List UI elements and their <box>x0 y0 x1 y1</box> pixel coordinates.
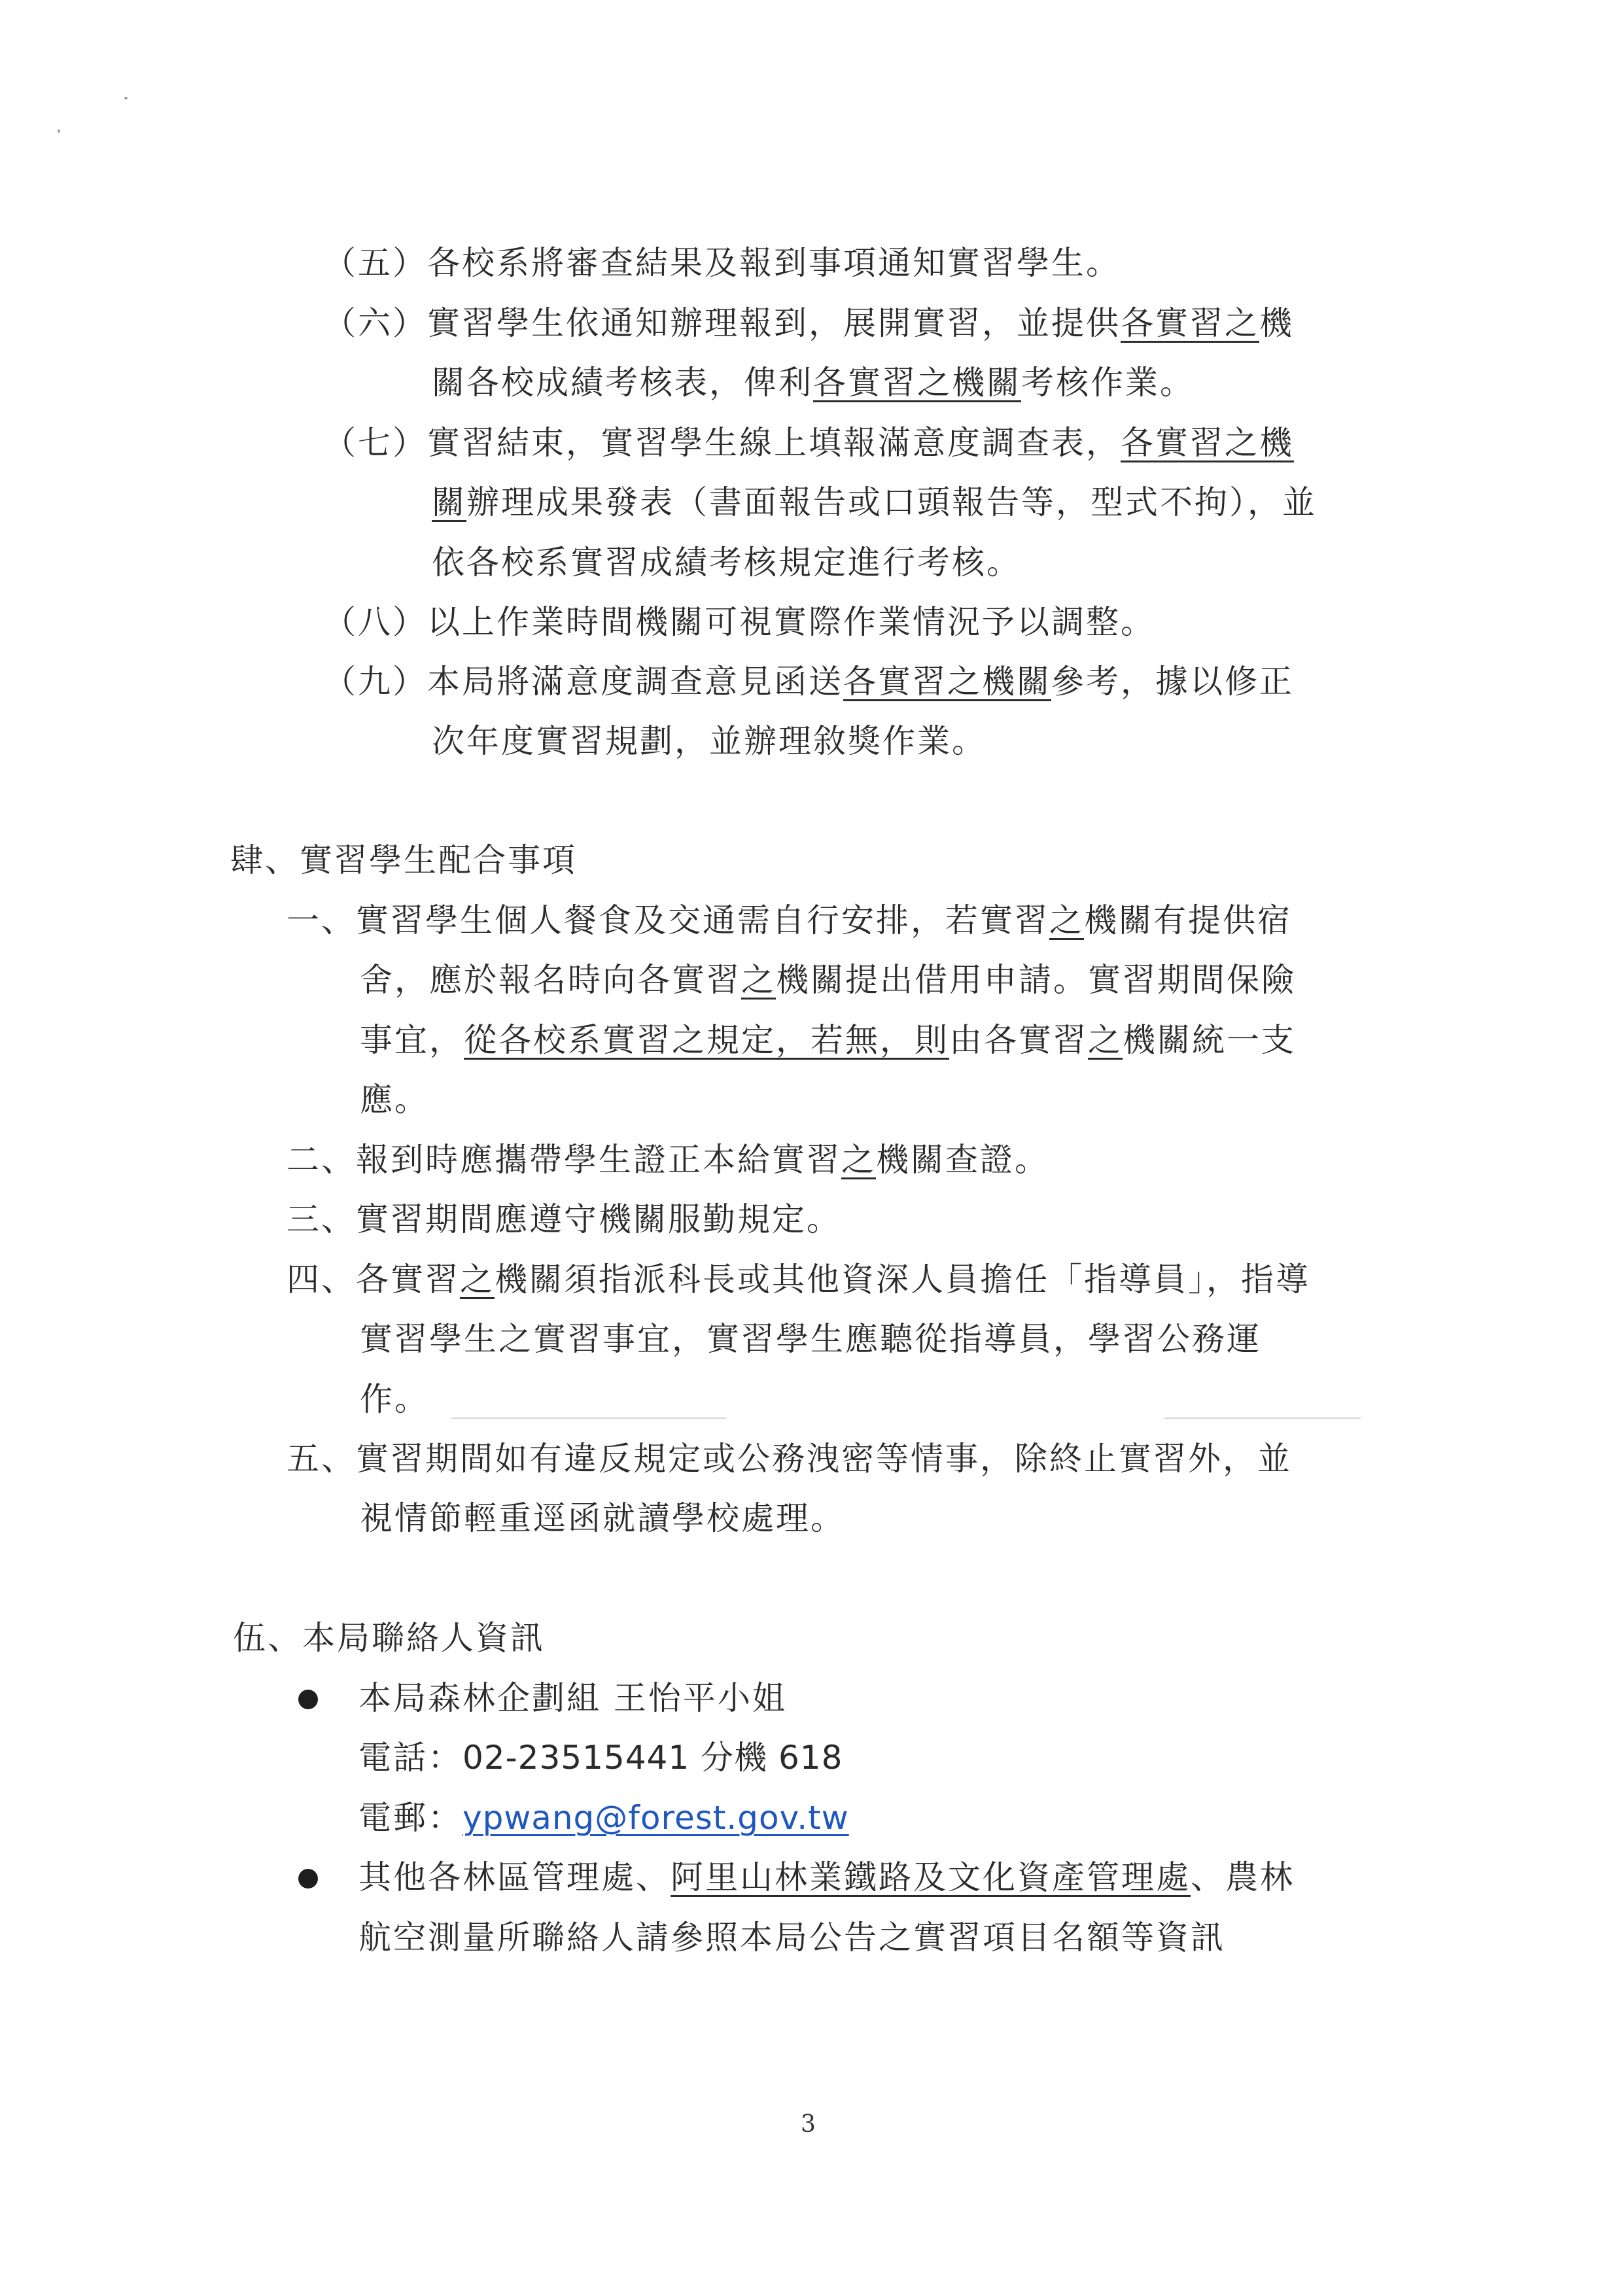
page-number: 3 <box>801 2111 816 2138</box>
contact1-phone <box>358 1738 843 1777</box>
item-marker: 二、 <box>287 1141 356 1179</box>
item-text: 實習學生依通知辦理報到，展開實習，並提供 <box>427 304 1121 342</box>
item-text: 其他各林區管理處、 <box>358 1858 671 1896</box>
phone-label: 電話： <box>358 1739 462 1777</box>
item7-line3 <box>432 543 1021 582</box>
underlined-text: 之 <box>460 1261 495 1298</box>
s5-item5-line2 <box>360 1499 845 1538</box>
item-text: 、農林 <box>1191 1858 1295 1896</box>
contact1-email <box>358 1798 849 1837</box>
s5-item3-line <box>287 1200 841 1239</box>
item-text: 機 <box>1259 304 1294 342</box>
item-marker: 四、 <box>287 1261 356 1298</box>
bullet-icon <box>298 1869 318 1888</box>
email-link[interactable]: ypwang@forest.gov.tw <box>462 1799 849 1837</box>
item-text: 實習結束，實習學生線上填報滿意度調查表， <box>427 424 1121 462</box>
item-text: 各實習 <box>356 1261 460 1298</box>
item7-line1 <box>323 423 1294 462</box>
contact1-name: 本局森林企劃組 王怡平小姐 <box>358 1679 787 1717</box>
item-text: 視情節輕重逕函就讀學校處理。 <box>360 1499 845 1537</box>
item-marker: （九） <box>323 663 427 701</box>
item-text: 辦理成果發表（書面報告或口頭報告等，型式不拘），並 <box>466 483 1317 521</box>
item-text: 以上作業時間機關可視實際作業情況予以調整。 <box>427 603 1155 641</box>
underlined-text: 從各校系實習之規定，若無，則 <box>464 1021 949 1059</box>
item-text: 實習學生之實習事宜，實習學生應聽從指導員，學習公務運 <box>360 1320 1261 1358</box>
underlined-text: 各實習之機關 <box>843 663 1051 701</box>
item7-line2 <box>432 483 1317 522</box>
section-heading: 伍、本局聯絡人資訊 <box>233 1619 545 1657</box>
s5-item4-line2 <box>360 1319 1261 1359</box>
underlined-text: 各實習之機關 <box>813 364 1021 402</box>
item-text: 事宜， <box>360 1021 464 1059</box>
underlined-text: 之 <box>841 1141 876 1179</box>
scan-speck <box>58 130 60 133</box>
item-text: 各校系將審查結果及報到事項通知實習學生。 <box>427 244 1121 282</box>
item-text: 次年度實習規劃，並辦理敘獎作業。 <box>432 722 986 760</box>
s5-item1-line3 <box>360 1020 1296 1060</box>
item-text: 實習學生個人餐食及交通需自行安排，若實習 <box>356 901 1049 939</box>
item-text: 報到時應攜帶學生證正本給實習 <box>356 1141 841 1179</box>
item9-line2 <box>432 722 986 761</box>
item-text: 實習期間如有違反規定或公務洩密等情事，除終止實習外，並 <box>356 1440 1292 1478</box>
scan-artifact-line <box>451 1418 726 1419</box>
s5-item4-line1 <box>287 1260 1310 1299</box>
underlined-text: 之 <box>1049 901 1084 939</box>
item-text: 機關統一支 <box>1123 1021 1296 1059</box>
item-text: 參考，據以修正 <box>1051 663 1294 701</box>
underlined-text: 之 <box>1088 1021 1123 1059</box>
item-text: 實習期間應遵守機關服勤規定。 <box>356 1200 841 1238</box>
item-text: 舍，應於報名時向各實習 <box>360 961 741 999</box>
contact2-line2 <box>358 1918 1225 1957</box>
email-label: 電郵： <box>358 1799 462 1837</box>
s5-item1-line4 <box>360 1080 429 1119</box>
item-text: 考核作業。 <box>1021 364 1195 402</box>
s5-item2-line <box>287 1140 1049 1179</box>
item-text: 由各實習 <box>949 1021 1088 1059</box>
item-text: 航空測量所聯絡人請參照本局公告之實習項目名額等資訊 <box>358 1919 1225 1957</box>
item-text: 機關須指派科長或其他資深人員擔任「指導員」，指導 <box>495 1261 1310 1298</box>
item-text: 本局將滿意度調查意見函送 <box>427 663 843 701</box>
item-marker: （六） <box>323 304 427 342</box>
item-marker: （八） <box>323 603 427 641</box>
scan-speck <box>124 97 128 99</box>
item6-line1 <box>323 304 1294 343</box>
item-text: 關各校成績考核表，俾利 <box>432 364 813 402</box>
item5-line <box>323 243 1121 283</box>
item-marker: 一、 <box>287 901 356 939</box>
item-text: 應。 <box>360 1081 429 1119</box>
phone-value: 02-23515441 分機 618 <box>462 1739 843 1777</box>
s5-item1-line1 <box>287 901 1292 940</box>
item-text: 機關提出借用申請。實習期間保險 <box>776 961 1296 999</box>
item-marker: 五、 <box>287 1440 356 1478</box>
underlined-text: 各實習之 <box>1121 304 1259 342</box>
item9-line1 <box>323 662 1294 701</box>
item-text: 機關有提供宿 <box>1084 901 1292 939</box>
item6-line2 <box>432 363 1195 402</box>
s5-item4-line3 <box>360 1380 429 1419</box>
bullet-icon <box>298 1690 318 1709</box>
item-marker: 三、 <box>287 1200 356 1238</box>
item-text: 機關查證。 <box>876 1141 1049 1179</box>
item-marker: （七） <box>323 424 427 462</box>
section-heading: 肆、實習學生配合事項 <box>230 841 577 879</box>
item-text: 作。 <box>360 1380 429 1418</box>
scan-artifact-line <box>1164 1418 1361 1419</box>
item-text: 依各校系實習成績考核規定進行考核。 <box>432 544 1021 582</box>
s5-item5-line1 <box>287 1439 1292 1478</box>
underlined-text: 關 <box>432 483 466 521</box>
underlined-text: 阿里山林業鐵路及文化資產管理處 <box>671 1858 1191 1896</box>
contact2-line1 <box>358 1858 1295 1897</box>
item8-line <box>323 602 1155 642</box>
underlined-text: 之 <box>741 961 776 999</box>
item-marker: （五） <box>323 244 427 282</box>
underlined-text: 各實習之機 <box>1121 424 1294 462</box>
s5-item1-line2 <box>360 960 1296 1000</box>
